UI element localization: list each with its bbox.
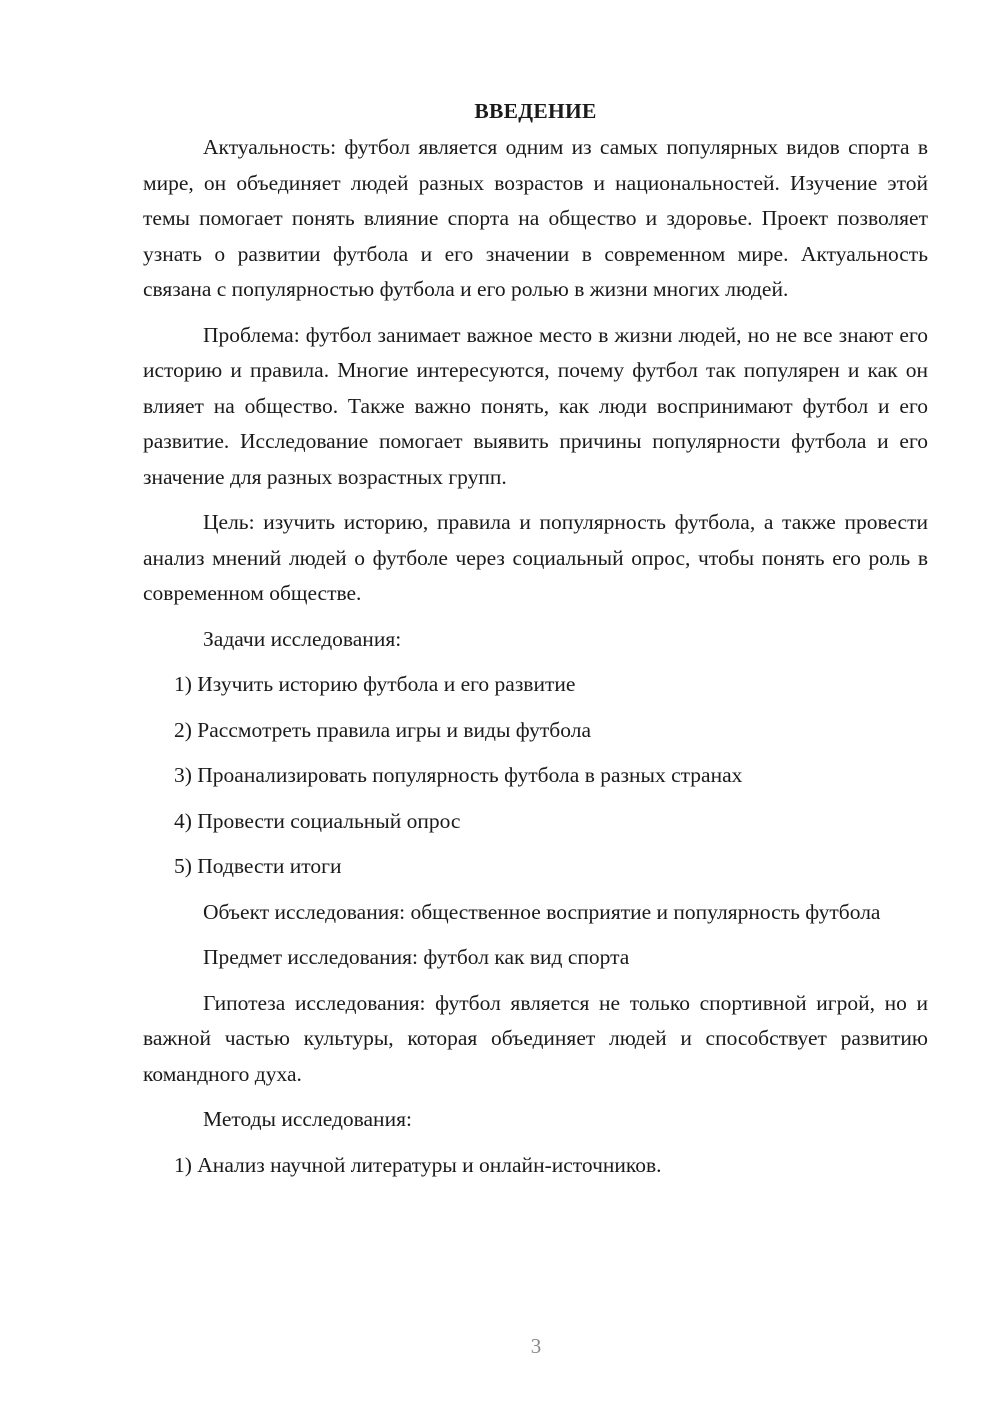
problem-paragraph: Проблема: футбол занимает важное место в жизни людей, но не все знают его историю и правила. Многие интересуются, почему футбол так популярен и как он влияет на общество. Также важно понять, как люди воспринимают футбол и его развитие. Исследование помогает выявить причины популярности футбола и его значение для разных возрастных групп. (143, 322, 928, 489)
tasks-heading: Задачи исследования: (203, 626, 402, 651)
task-item: 4) Провести социальный опрос (174, 808, 461, 833)
task-item: 5) Подвести итоги (174, 854, 342, 878)
page-number: 3 (530, 1334, 542, 1358)
method-item: 1) Анализ научной литературы и онлайн-источников. (174, 1152, 662, 1177)
relevance-paragraph: Актуальность: футбол является одним из самых популярных видов спорта в мире, он объединяет людей разных возрастов и национальностей. Изучение этой темы помогает понять влияние спорта на общество и здоровье. Проект позволяет узнать о развитии футбола и его значении в современном мире. Актуальность связана с популярностью футбола и его ролью в жизни многих людей. (143, 135, 928, 301)
subject-paragraph: Предмет исследования: футбол как вид спорта (203, 945, 630, 969)
hypothesis-paragraph: Гипотеза исследования: футбол является не только спортивной игрой, но и важной частью культуры, которая объединяет людей и способствует развитию командного духа. (143, 990, 928, 1086)
task-item: 2) Рассмотреть правила игры и виды футбола (174, 717, 591, 742)
object-paragraph: Объект исследования: общественное восприятие и популярность футбола (203, 899, 881, 924)
document-page (143, 96, 928, 1183)
task-item: 3) Проанализировать популярность футбола в разных странах (174, 763, 743, 787)
goal-paragraph: Цель: изучить историю, правила и популярность футбола, а также провести анализ мнений людей о футболе через социальный опрос, чтобы понять его роль в современном обществе. (143, 510, 928, 605)
page-title: ВВЕДЕНИЕ (474, 99, 597, 123)
methods-heading: Методы исследования: (203, 1107, 412, 1131)
task-item: 1) Изучить историю футбола и его развитие (174, 672, 576, 696)
